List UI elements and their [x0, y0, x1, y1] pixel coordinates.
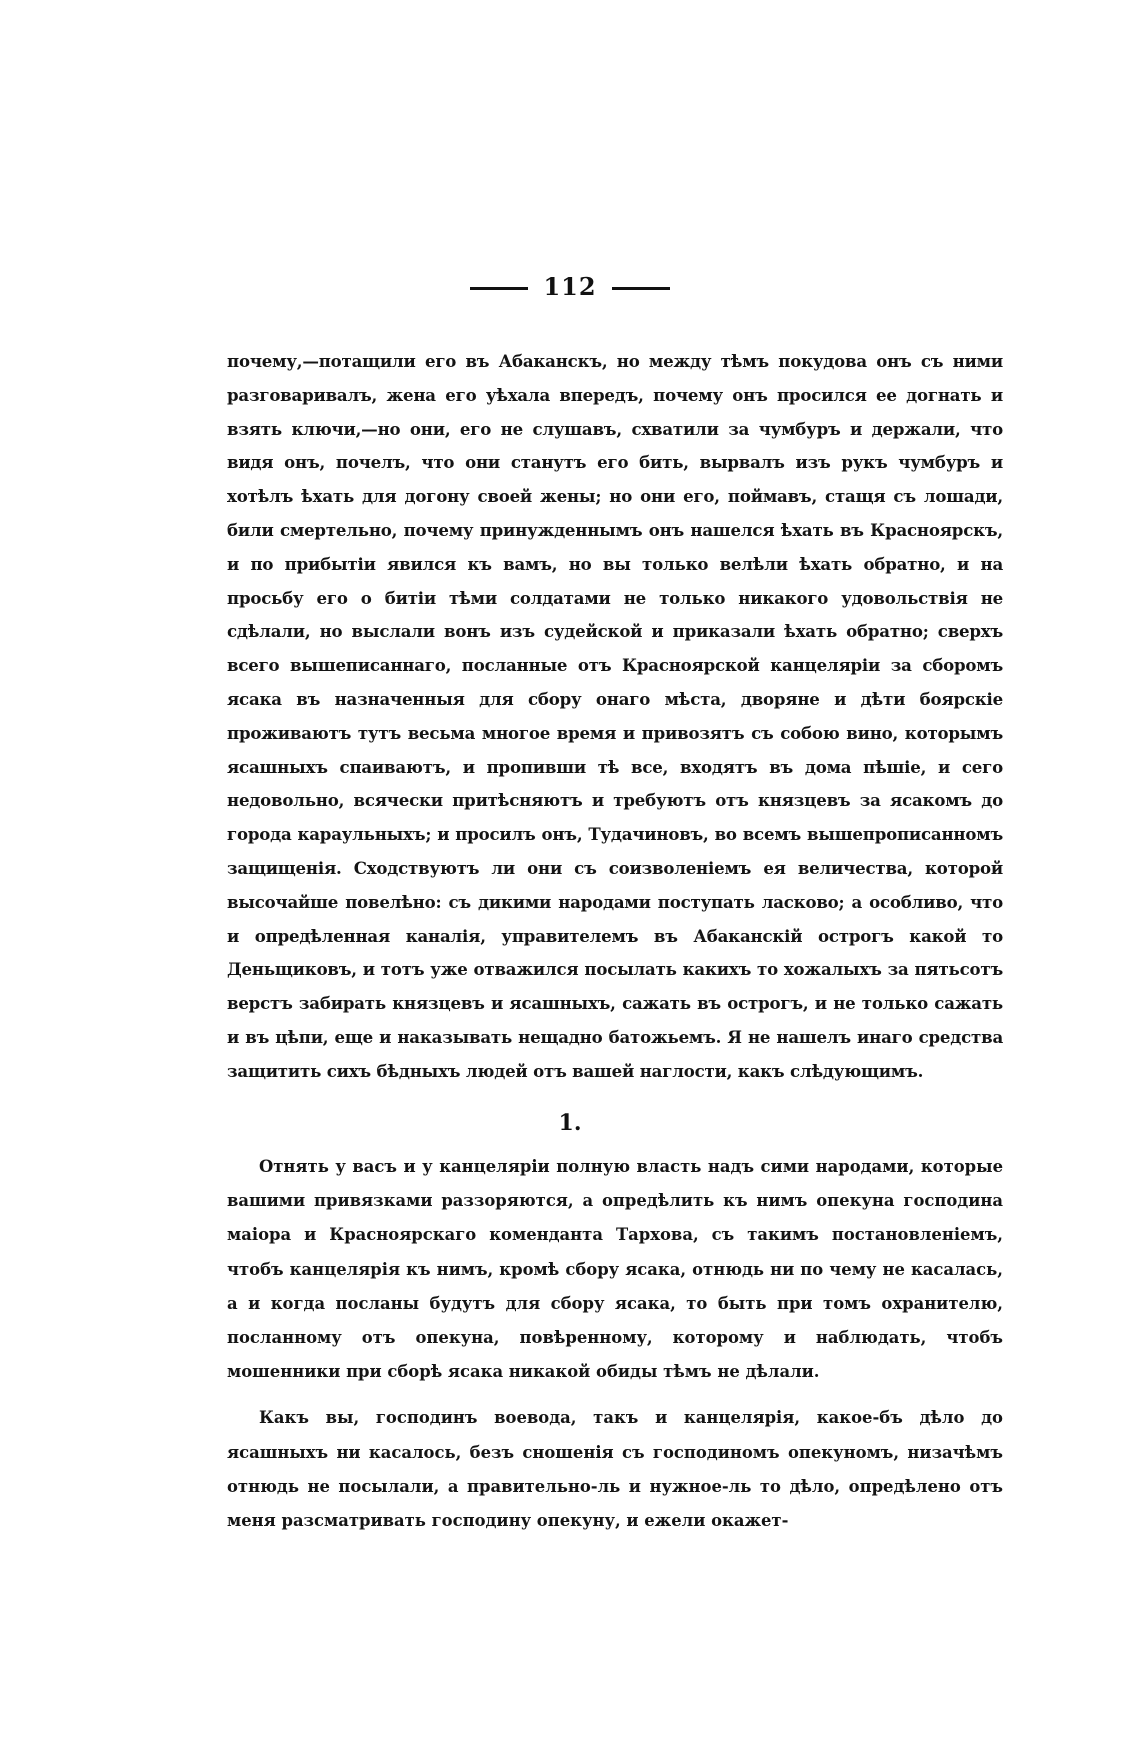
right-ornament	[612, 287, 670, 290]
page-number: 112	[543, 272, 597, 301]
paragraph: Отнять у васъ и у канцеляріи полную власть надъ сими народами, которые вашими привязками раззоряются, а опредѣлить къ нимъ опекуна господина маіора и Красноярскаго коменданта Тархова, съ такимъ постановленіемъ, чтобъ канцелярія къ нимъ, кромѣ сбору ясака, отнюдь ни по чему не касалась, а и когда посланы будутъ для сбору ясака, то быть при томъ охранителю, посланному отъ опекуна, повѣренному, которому и наблюдать, чтобъ мошенники при сборѣ ясака никакой обиды тѣмъ не дѣлали.	[227, 1157, 1003, 1382]
text-block-lower	[227, 1150, 1003, 1538]
paragraph: Какъ вы, господинъ воевода, такъ и канцелярія, какое-бъ дѣло до ясашныхъ ни касалось, безъ сношенія съ господиномъ опекуномъ, низачѣмъ отнюдь не посылали, а правительно-ль и нужное-ль то дѣло, опредѣлено отъ меня разсматривать господину опекуну, и ежели окажет-	[227, 1408, 1003, 1531]
left-ornament	[470, 287, 528, 290]
text-block-upper	[227, 345, 1003, 1089]
paragraph: почему,—потащили его въ Абаканскъ, но между тѣмъ покудова онъ съ ними разговаривалъ, жена его уѣхала впередъ, почему онъ просился ее догнать и взять ключи,—но они, его не слушавъ, схватили за чумбуръ и держали, что видя онъ, почелъ, что они станутъ его бить, вырвалъ изъ рукъ чумбуръ и хотѣлъ ѣхать для догону своей жены; но они его, поймавъ, стащя съ лошади, били смертельно, почему принужденнымъ онъ нашелся ѣхать въ Красноярскъ, и по прибытіи явился къ вамъ, но вы только велѣли ѣхать обратно, и на просьбу его о битіи тѣми солдатами не только никакого удовольствія не сдѣлали, но выслали вонъ изъ судейской и приказали ѣхать обратно; сверхъ всего вышеписаннаго, посланные отъ Красноярской канцеляріи за сборомъ ясака въ назначенныя для сбору онаго мѣста, дворяне и дѣти боярскіе проживаютъ тутъ весьма многое время и привозятъ съ собою вино, которымъ ясашныхъ спаиваютъ, и пропивши тѣ все, входятъ въ дома пѣшіе, и сего недовольно, всячески притѣсняютъ и требуютъ отъ князцевъ за ясакомъ до города караульныхъ; и просилъ онъ, Тудачиновъ, во всемъ вышепрописанномъ защищенія. Сходствуютъ ли они съ соизволеніемъ ея величества, которой высочайше повелѣно: съ дикими народами поступать ласково; а особливо, что и опредѣленная каналія, управителемъ въ Абаканскій острогъ какой то Деньщиковъ, и тотъ уже отважился посылать какихъ то хожалыхъ за пятьсотъ верстъ забирать князцевъ и ясашныхъ, сажать въ острогъ, и не только сажать и въ цѣпи, еще и наказывать нещадно батожьемъ. Я не нашелъ инаго средства защитить сихъ бѣдныхъ людей отъ вашей наглости, какъ слѣдующимъ.	[227, 351, 1003, 1081]
page-header	[0, 272, 1140, 301]
section-number: 1.	[558, 1110, 582, 1136]
